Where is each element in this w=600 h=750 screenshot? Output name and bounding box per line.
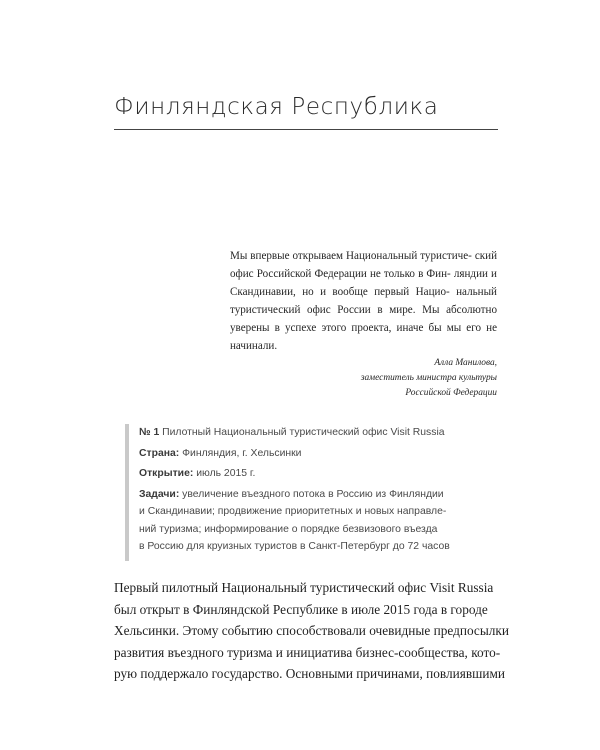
info-number-label: № 1	[139, 427, 160, 438]
epigraph-line: нальный туристический офис России в мире. Мы	[230, 286, 497, 316]
info-opening-value: июль 2015 г.	[193, 468, 256, 479]
info-tasks-line: в Россию для круизных туристов в Санкт-Петербург до 72 часов	[139, 541, 450, 552]
attribution-name: Алла Манилова,	[434, 358, 497, 368]
info-number-text: Пилотный Национальный туристический офис Visit Russia	[159, 427, 445, 438]
body-line: развития въездного туризма и инициатива бизнес-сообщества, кото-	[114, 644, 501, 660]
epigraph-quote	[230, 247, 497, 401]
info-number-row	[139, 424, 489, 442]
body-line: Первый пилотный Национальный туристический офис Visit Russia	[114, 580, 494, 595]
info-tasks-text: увеличение въездного потока в Россию из Финляндии	[179, 488, 444, 500]
epigraph-text	[230, 247, 497, 355]
epigraph-attribution	[230, 356, 497, 401]
epigraph-line: Мы впервые открываем Национальный туристиче-	[230, 250, 472, 262]
info-opening-row	[139, 465, 489, 483]
info-tasks-row	[139, 486, 489, 556]
epigraph-line: бы мы его не начинали.	[230, 322, 497, 352]
info-tasks-line: ний туризма; информирование о порядке безвизового въезда	[139, 523, 438, 535]
office-info-box	[125, 424, 489, 561]
info-tasks-label: Задачи:	[139, 488, 180, 500]
title-rule	[114, 129, 498, 130]
epigraph-line: абсолютно уверены в успехе этого проекта, иначе	[230, 304, 497, 334]
epigraph-line: ляндии и Скандинавии, но и вообще первый Нацио-	[230, 268, 497, 298]
info-tasks-line	[139, 486, 489, 504]
body-paragraph	[114, 577, 509, 685]
info-opening-label: Открытие:	[139, 468, 194, 479]
epigraph-line: ский офис Российской Федерации не только в Фин-	[230, 250, 497, 280]
info-country-row	[139, 445, 489, 463]
info-tasks-line: и Скандинавии; продвижение приоритетных и новых направле-	[139, 506, 447, 517]
chapter-title: Финляндская Республика	[114, 94, 439, 120]
body-line: был открыт в Финляндской Республике в июле 2015 года в городе	[114, 601, 488, 617]
attribution-position: заместитель министра культуры	[360, 373, 497, 383]
info-country-label: Страна:	[139, 447, 180, 459]
attribution-organization: Российской Федерации	[405, 388, 497, 398]
body-line: рую поддержало государство. Основными причинами, повлиявшими	[114, 666, 506, 682]
body-line: Хельсинки. Этому событию способствовали очевидные предпосылки	[114, 623, 509, 639]
info-country-value: Финляндия, г. Хельсинки	[179, 447, 302, 459]
